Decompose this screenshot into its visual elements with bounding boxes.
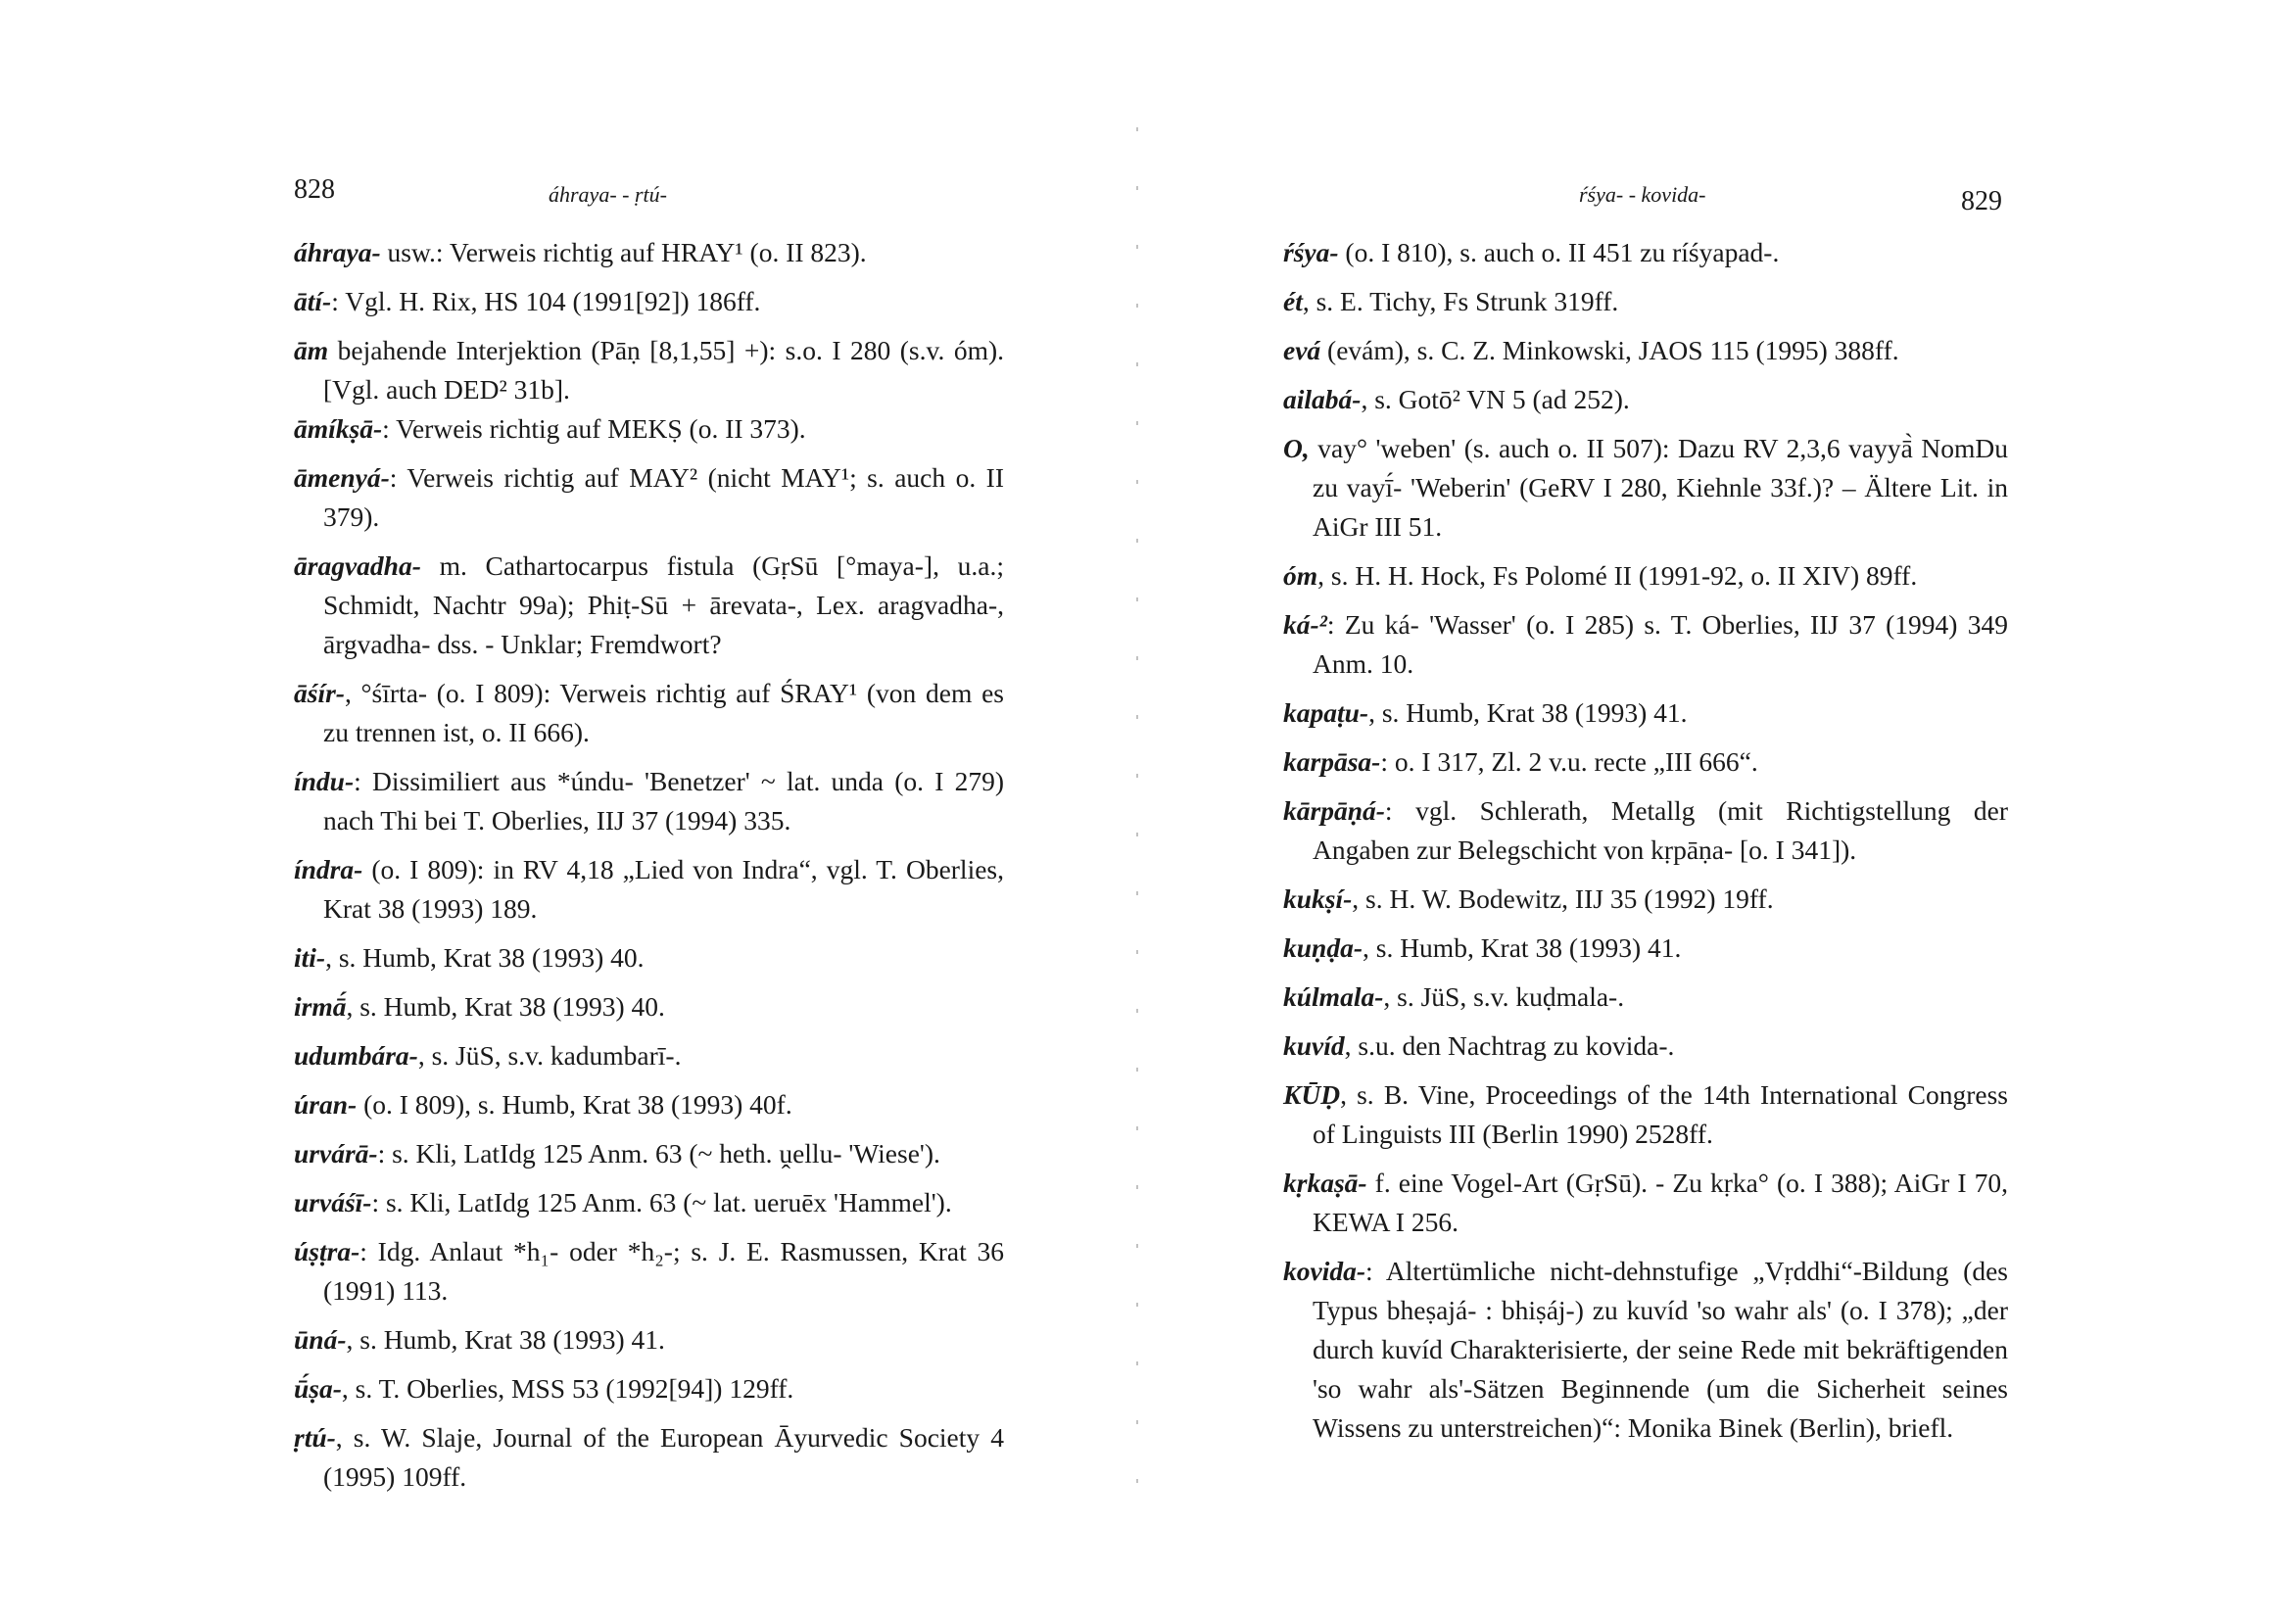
- entry-text: : Altertümliche nicht-dehnstufige „Vṛddhi“-Bildung (des Typus bheṣajá- : bhiṣáj-) zu kuvíd 'so wahr als' (o. I 378); „der durch kuvíd Charakterisierte, der seine Rede mit bekräftigenden 'so wahr als'-Sätzen Beginnende (um die Sicherheit seines Wissens zu unterstreichen)“: Monika Binek (Berlin), briefl.: [1313, 1256, 2008, 1443]
- page-number: 829: [1961, 186, 2002, 216]
- dictionary-entry: [294, 1134, 1004, 1173]
- headword: ŕśya-: [1283, 237, 1339, 267]
- entry-text: (o. I 809): in RV 4,18 „Lied von Indra“, vgl. T. Oberlies, Krat 38 (1993) 189.: [323, 854, 1004, 924]
- entry-text: (o. I 810), s. auch o. II 451 zu ríśyapad-.: [1338, 237, 1780, 267]
- entry-text: , s. Humb, Krat 38 (1993) 40.: [325, 942, 645, 973]
- headword: āragvadha-: [294, 550, 421, 581]
- headword: irmā́: [294, 991, 347, 1022]
- entry-text: : s. Kli, LatIdg 125 Anm. 63 (~ lat. ueruēx 'Hammel').: [371, 1187, 952, 1217]
- dictionary-entry: [1283, 282, 2008, 321]
- headword: kuṇḍa-: [1283, 932, 1363, 963]
- dictionary-entry: [1283, 929, 2008, 968]
- dictionary-entry: [1283, 1164, 2008, 1242]
- entry-text: , s. JüS, s.v. kuḍmala-.: [1383, 981, 1625, 1012]
- dictionary-entry: [294, 674, 1004, 752]
- dictionary-entry: [1283, 1252, 2008, 1448]
- entry-text: : vgl. Schlerath, Metallg (mit Richtigstellung der Angaben zur Belegschicht von kṛpāṇa- [o. I 341]).: [1313, 795, 2008, 865]
- headword: ká-²: [1283, 609, 1327, 640]
- dictionary-entry: [294, 850, 1004, 929]
- entry-text: : Dissimiliert aus *úndu- 'Benetzer' ~ lat. unda (o. I 279) nach Thi bei T. Oberlies, IIJ 37 (1994) 335.: [323, 766, 1004, 835]
- entry-text: , s. Humb, Krat 38 (1993) 41.: [1368, 697, 1688, 728]
- dictionary-entry: [294, 1085, 1004, 1124]
- dictionary-entry: [1283, 556, 2008, 596]
- entry-text: , s. W. Slaje, Journal of the European Āyurvedic Society 4 (1995) 109ff.: [323, 1422, 1004, 1492]
- dictionary-entry: [294, 282, 1004, 321]
- headword: KŪḌ: [1283, 1079, 1341, 1110]
- entry-text: : Verweis richtig auf MAY² (nicht MAY¹; s. auch o. II 379).: [323, 462, 1004, 532]
- dictionary-entry: [1283, 978, 2008, 1017]
- entry-text: (evám), s. C. Z. Minkowski, JAOS 115 (1995) 388ff.: [1320, 335, 1899, 365]
- headword: āśír-: [294, 678, 345, 708]
- headword: evá: [1283, 335, 1321, 365]
- headword: āmenyá-: [294, 462, 390, 493]
- entry-text: , °śīrta- (o. I 809): Verweis richtig auf ŚRAY¹ (von dem es zu trennen ist, o. II 666).: [323, 678, 1004, 747]
- dictionary-entry: [294, 331, 1004, 409]
- dictionary-entry: [1283, 605, 2008, 684]
- headword: urváśī-: [294, 1187, 372, 1217]
- entry-text: , s.u. den Nachtrag zu kovida-.: [1344, 1030, 1675, 1061]
- dictionary-entry: [294, 1369, 1004, 1408]
- entry-text: usw.: Verweis richtig auf HRAY¹ (o. II 823).: [380, 237, 867, 267]
- running-head: ŕśya- - kovida-: [1579, 182, 1706, 207]
- headword: kuvíd: [1283, 1030, 1345, 1061]
- headword: karpāsa-: [1283, 746, 1381, 777]
- entry-text: , s. Humb, Krat 38 (1993) 41.: [346, 1324, 665, 1355]
- entry-text: , s. Humb, Krat 38 (1993) 41.: [1363, 932, 1682, 963]
- entry-text: , s. B. Vine, Proceedings of the 14th International Congress of Linguists III (Berlin 1990) 2528ff.: [1313, 1079, 2008, 1149]
- right-page: [1148, 0, 2296, 1622]
- headword: kapaṭu-: [1283, 697, 1369, 728]
- dictionary-entry: [294, 1036, 1004, 1075]
- dictionary-entry: [294, 458, 1004, 537]
- entry-text: : Verweis richtig auf MEKṢ (o. II 373).: [382, 413, 806, 444]
- dictionary-entry: [294, 987, 1004, 1026]
- dictionary-entry: [1283, 693, 2008, 733]
- headword: óm: [1283, 560, 1318, 591]
- dictionary-entry: [1283, 1026, 2008, 1066]
- entry-text: : Zu ká- 'Wasser' (o. I 285) s. T. Oberlies, IIJ 37 (1994) 349 Anm. 10.: [1313, 609, 2008, 679]
- headword: ṛtú-: [294, 1422, 336, 1453]
- dictionary-entry: [294, 762, 1004, 840]
- dictionary-entry: [1283, 742, 2008, 782]
- headword: índra-: [294, 854, 363, 884]
- headword: índu-: [294, 766, 355, 796]
- dictionary-entry: [1283, 380, 2008, 419]
- entry-text: : s. Kli, LatIdg 125 Anm. 63 (~ heth. ṷellu- 'Wiese').: [377, 1138, 940, 1169]
- headword: ātí-: [294, 286, 332, 316]
- headword: ét: [1283, 286, 1303, 316]
- dictionary-entry: [1283, 331, 2008, 370]
- entry-text: , s. H. W. Bodewitz, IIJ 35 (1992) 19ff.: [1352, 883, 1774, 914]
- entry-text: , s. Humb, Krat 38 (1993) 40.: [346, 991, 665, 1022]
- headword: āmíkṣā-: [294, 413, 383, 444]
- entry-text: (o. I 809), s. Humb, Krat 38 (1993) 40f.: [357, 1089, 792, 1120]
- entry-text: , s. Gotō² VN 5 (ad 252).: [1361, 384, 1630, 414]
- dictionary-entry: [1283, 1075, 2008, 1154]
- page-number: 828: [294, 174, 335, 205]
- dictionary-entry: [294, 938, 1004, 978]
- left-column: [294, 233, 1004, 1506]
- dictionary-entry: [294, 1320, 1004, 1360]
- dictionary-entry: [294, 1183, 1004, 1222]
- dictionary-entry: [294, 1232, 1004, 1311]
- headword: O,: [1283, 433, 1310, 463]
- dictionary-entry: [294, 547, 1004, 664]
- entry-text: , s. E. Tichy, Fs Strunk 319ff.: [1302, 286, 1619, 316]
- headword: kovida-: [1283, 1256, 1366, 1286]
- entry-text: : Idg. Anlaut *h₁- oder *h₂-; s. J. E. Rasmussen, Krat 36 (1991) 113.: [323, 1236, 1004, 1306]
- headword: ām: [294, 335, 329, 365]
- headword: kṛkaṣā-: [1283, 1168, 1367, 1198]
- headword: ū́ṣa-: [294, 1373, 342, 1404]
- headword: úran-: [294, 1089, 358, 1120]
- headword: kúlmala-: [1283, 981, 1384, 1012]
- entry-text: f. eine Vogel-Art (GṛSū). - Zu kṛka° (o. I 388); AiGr I 70, KEWA I 256.: [1313, 1168, 2008, 1237]
- headword: urvárā-: [294, 1138, 378, 1169]
- entry-text: , s. H. H. Hock, Fs Polomé II (1991-92, o. II XIV) 89ff.: [1317, 560, 1918, 591]
- dictionary-entry: [294, 409, 1004, 449]
- dictionary-entry: [294, 233, 1004, 272]
- headword: ūná-: [294, 1324, 347, 1355]
- headword: kārpāṇá-: [1283, 795, 1385, 826]
- dictionary-entry: [1283, 791, 2008, 870]
- entry-text: bejahende Interjektion (Pāṇ [8,1,55] +): s.o. I 280 (s.v. óm). [Vgl. auch DED² 31b].: [323, 335, 1004, 405]
- entry-text: , s. T. Oberlies, MSS 53 (1992[94]) 129ff.: [341, 1373, 794, 1404]
- headword: ailabá-: [1283, 384, 1362, 414]
- headword: udumbára-: [294, 1040, 418, 1071]
- dictionary-entry: [1283, 880, 2008, 919]
- entry-text: : Vgl. H. Rix, HS 104 (1991[92]) 186ff.: [331, 286, 761, 316]
- running-head: áhraya- - ṛtú-: [549, 182, 667, 207]
- headword: áhraya-: [294, 237, 381, 267]
- right-column: [1283, 233, 2008, 1457]
- dictionary-entry: [1283, 429, 2008, 547]
- entry-text: : o. I 317, Zl. 2 v.u. recte „III 666“.: [1380, 746, 1758, 777]
- headword: úṣṭra-: [294, 1236, 360, 1266]
- entry-text: , s. JüS, s.v. kadumbarī-.: [417, 1040, 682, 1071]
- entry-text: vay° 'weben' (s. auch o. II 507): Dazu RV 2,3,6 vayyā̀ NomDu zu vayī́- 'Weberin' (GeRV I 280, Kiehnle 33f.)? – Ältere Lit. in AiGr III 51.: [1309, 433, 2008, 542]
- entry-text: m. Cathartocarpus fistula (GṛSū [°maya-], u.a.; Schmidt, Nachtr 99a); Phiṭ-Sū + ārevata-, Lex. aragvadha-, ārgvadha- dss. - Unklar; Fremdwort?: [323, 550, 1004, 659]
- headword: iti-: [294, 942, 326, 973]
- dictionary-entry: [1283, 233, 2008, 272]
- dictionary-entry: [294, 1418, 1004, 1497]
- headword: kukṣí-: [1283, 883, 1353, 914]
